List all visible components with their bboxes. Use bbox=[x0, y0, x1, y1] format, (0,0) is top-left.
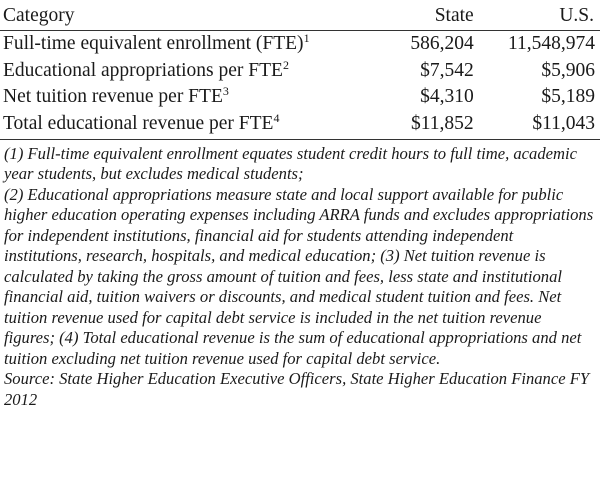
footnotes-2-to-4: (2) Educational appropriations measure state and local support available for public higher education operating expenses including ARRA funds and excludes appropriations for independent institutions, financial aid for students attending independent institutions, research, hospitals, and medical education; (3) Net tuition revenue is calculated by taking the gross amount of tuition and fees, less state and institutional financial aid, tuition waivers or discounts, and medical student tuition and fees. Net tuition revenue used for capital debt service is included in the net tuition revenue figures; (4) Total educational revenue is the sum of educational appropriations and net tuition excluding net tuition revenue used for capital debt service. bbox=[4, 184, 594, 368]
row-label-text: Total educational revenue per FTE bbox=[3, 112, 274, 134]
us-value: $11,043 bbox=[480, 111, 600, 140]
state-value: $4,310 bbox=[420, 86, 474, 108]
table-row bbox=[0, 84, 600, 110]
footnote-1: (1) Full-time equivalent enrollment equates student credit hours to full time, academic year students, but excludes medical students; bbox=[4, 143, 577, 184]
header-row bbox=[0, 0, 600, 31]
us-value: 11,548,974 bbox=[507, 33, 595, 55]
header-state: State bbox=[387, 0, 479, 31]
state-value: 586,204 bbox=[410, 33, 474, 55]
table-notes bbox=[0, 140, 600, 411]
table-row bbox=[0, 58, 600, 84]
row-label-text: Educational appropriations per FTE bbox=[3, 59, 283, 81]
row-label bbox=[0, 58, 387, 84]
data-table bbox=[0, 0, 600, 140]
state-value: $7,542 bbox=[420, 59, 474, 81]
footnote-marker: 4 bbox=[273, 110, 280, 125]
row-label-text: Full-time equivalent enrollment (FTE) bbox=[3, 33, 304, 55]
footnote-marker: 2 bbox=[282, 57, 289, 72]
us-value: $5,189 bbox=[541, 86, 595, 108]
footnote-marker: 3 bbox=[222, 84, 229, 99]
footnote-marker: 1 bbox=[303, 31, 310, 46]
header-category: Category bbox=[0, 0, 387, 31]
row-label bbox=[0, 84, 387, 110]
table-row bbox=[0, 31, 600, 58]
source-note: Source: State Higher Education Executive Officers, State Higher Education Finance FY 2012 bbox=[4, 369, 590, 409]
row-label bbox=[0, 31, 387, 58]
row-label-text: Net tuition revenue per FTE bbox=[3, 86, 223, 108]
header-us: U.S. bbox=[480, 0, 600, 31]
state-value: $11,852 bbox=[387, 111, 479, 140]
us-value: $5,906 bbox=[541, 59, 595, 81]
row-label bbox=[0, 111, 387, 140]
table-row bbox=[0, 111, 600, 140]
